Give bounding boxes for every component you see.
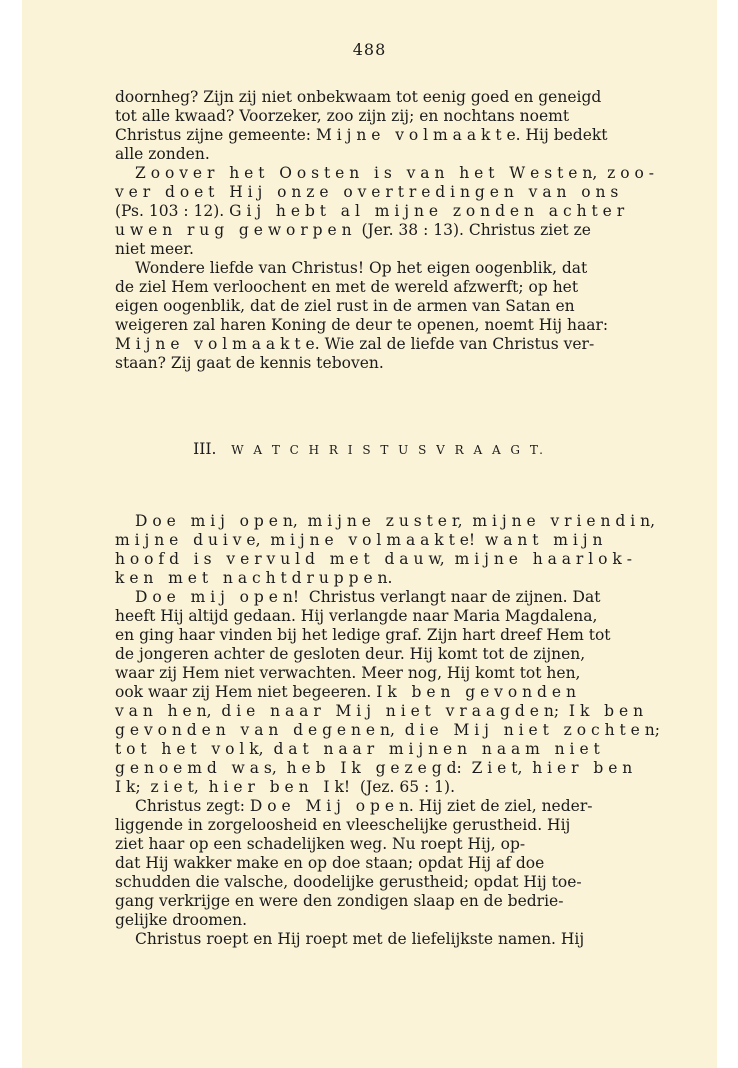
section-title: W A T C H R I S T U S V R A A G T. [231,443,546,457]
text-line: v e r d o e t H i j o n z e o v e r t r e d i n g e n v a n o n s [115,183,619,201]
text-line: M i j n e v o l m a a k t e. Wie zal de liefde van Christus ver- [115,335,595,353]
text-line: g e v o n d e n v a n d e g e n e n, d i e M i j n i e t z o c h t e n; [115,721,660,739]
text-line: Christus zegt: D o e M i j o p e n. Hij ziet de ziel, neder- [135,797,593,815]
text-line: D o e m i j o p e n, m i j n e z u s t e r, m i j n e v r i e n d i n, [135,512,656,530]
text-line: I k; z i e t, h i e r b e n I k! (Jez. 65 : 1). [115,778,456,796]
text-line: ziet haar op een schadelijken weg. Nu roept Hij, op- [115,835,526,853]
text-line: g e n o e m d w a s, h e b I k g e z e g d: Z i e t, h i e r b e n [115,759,633,777]
text-line: liggende in zorgeloosheid en vleeschelijke gerustheid. Hij [115,816,571,834]
text-line: de jongeren achter de gesloten deur. Hij komt tot de zijnen, [115,645,586,663]
text-line: gelijke droomen. [115,911,248,929]
text-line: u w e n r u g g e w o r p e n (Jer. 38 : 13). Christus ziet ze [115,221,591,239]
text-line: Z o o v e r h e t O o s t e n i s v a n h e t W e s t e n, z o o - [135,164,654,182]
book-page [22,0,717,1068]
page-number: 488 [352,40,387,59]
text-line: m i j n e d u i v e, m i j n e v o l m a a k t e! w a n t m i j n [115,531,603,549]
text-line: Wondere liefde van Christus! Op het eigen oogenblik, dat [135,259,588,277]
text-line: k e n m e t n a c h t d r u p p e n. [115,569,393,587]
text-line: waar zij Hem niet verwachten. Meer nog, Hij komt tot hen, [115,664,581,682]
section-heading [22,440,717,458]
text-line: doornheg? Zijn zij niet onbekwaam tot eenig goed en geneigd [115,88,602,106]
section-numeral: III. [193,440,217,458]
text-line: Christus roept en Hij roept met de liefelijkste namen. Hij [135,930,585,948]
text-line: (Ps. 103 : 12). G i j h e b t a l m i j n e z o n d e n a c h t e r [115,202,625,220]
text-line: gang verkrijge en were den zondigen slaap en de bedrie- [115,892,564,910]
text-line: t o t h e t v o l k, d a t n a a r m i j n e n n a a m n i e t [115,740,600,758]
text-line: weigeren zal haren Koning de deur te openen, noemt Hij haar: [115,316,609,334]
text-line: v a n h e n, d i e n a a r M i j n i e t v r a a g d e n; I k b e n [115,702,644,720]
text-line: D o e m i j o p e n! Christus verlangt naar de zijnen. Dat [135,588,601,606]
text-line: alle zonden. [115,145,210,163]
text-line: staan? Zij gaat de kennis teboven. [115,354,384,372]
text-line: tot alle kwaad? Voorzeker, zoo zijn zij; en nochtans noemt [115,107,570,125]
text-line: en ging haar vinden bij het ledige graf. Zijn hart dreef Hem tot [115,626,611,644]
paragraph-block-bottom [115,512,661,949]
text-line: niet meer. [115,240,194,258]
text-line: dat Hij wakker make en op doe staan; opdat Hij af doe [115,854,545,872]
text-line: de ziel Hem verloochent en met de wereld afzwerft; op het [115,278,579,296]
text-line: schudden die valsche, doodelijke gerustheid; opdat Hij toe- [115,873,582,891]
text-line: ook waar zij Hem niet begeeren. I k b e n g e v o n d e n [115,683,576,701]
text-line: Christus zijne gemeente: M i j n e v o l m a a k t e. Hij bedekt [115,126,608,144]
text-line: eigen oogenblik, dat de ziel rust in de armen van Satan en [115,297,575,315]
text-line: heeft Hij altijd gedaan. Hij verlangde naar Maria Magdalena, [115,607,598,625]
paragraph-block-top [115,88,661,373]
text-line: h o o f d i s v e r v u l d m e t d a u w, m i j n e h a a r l o k - [115,550,632,568]
